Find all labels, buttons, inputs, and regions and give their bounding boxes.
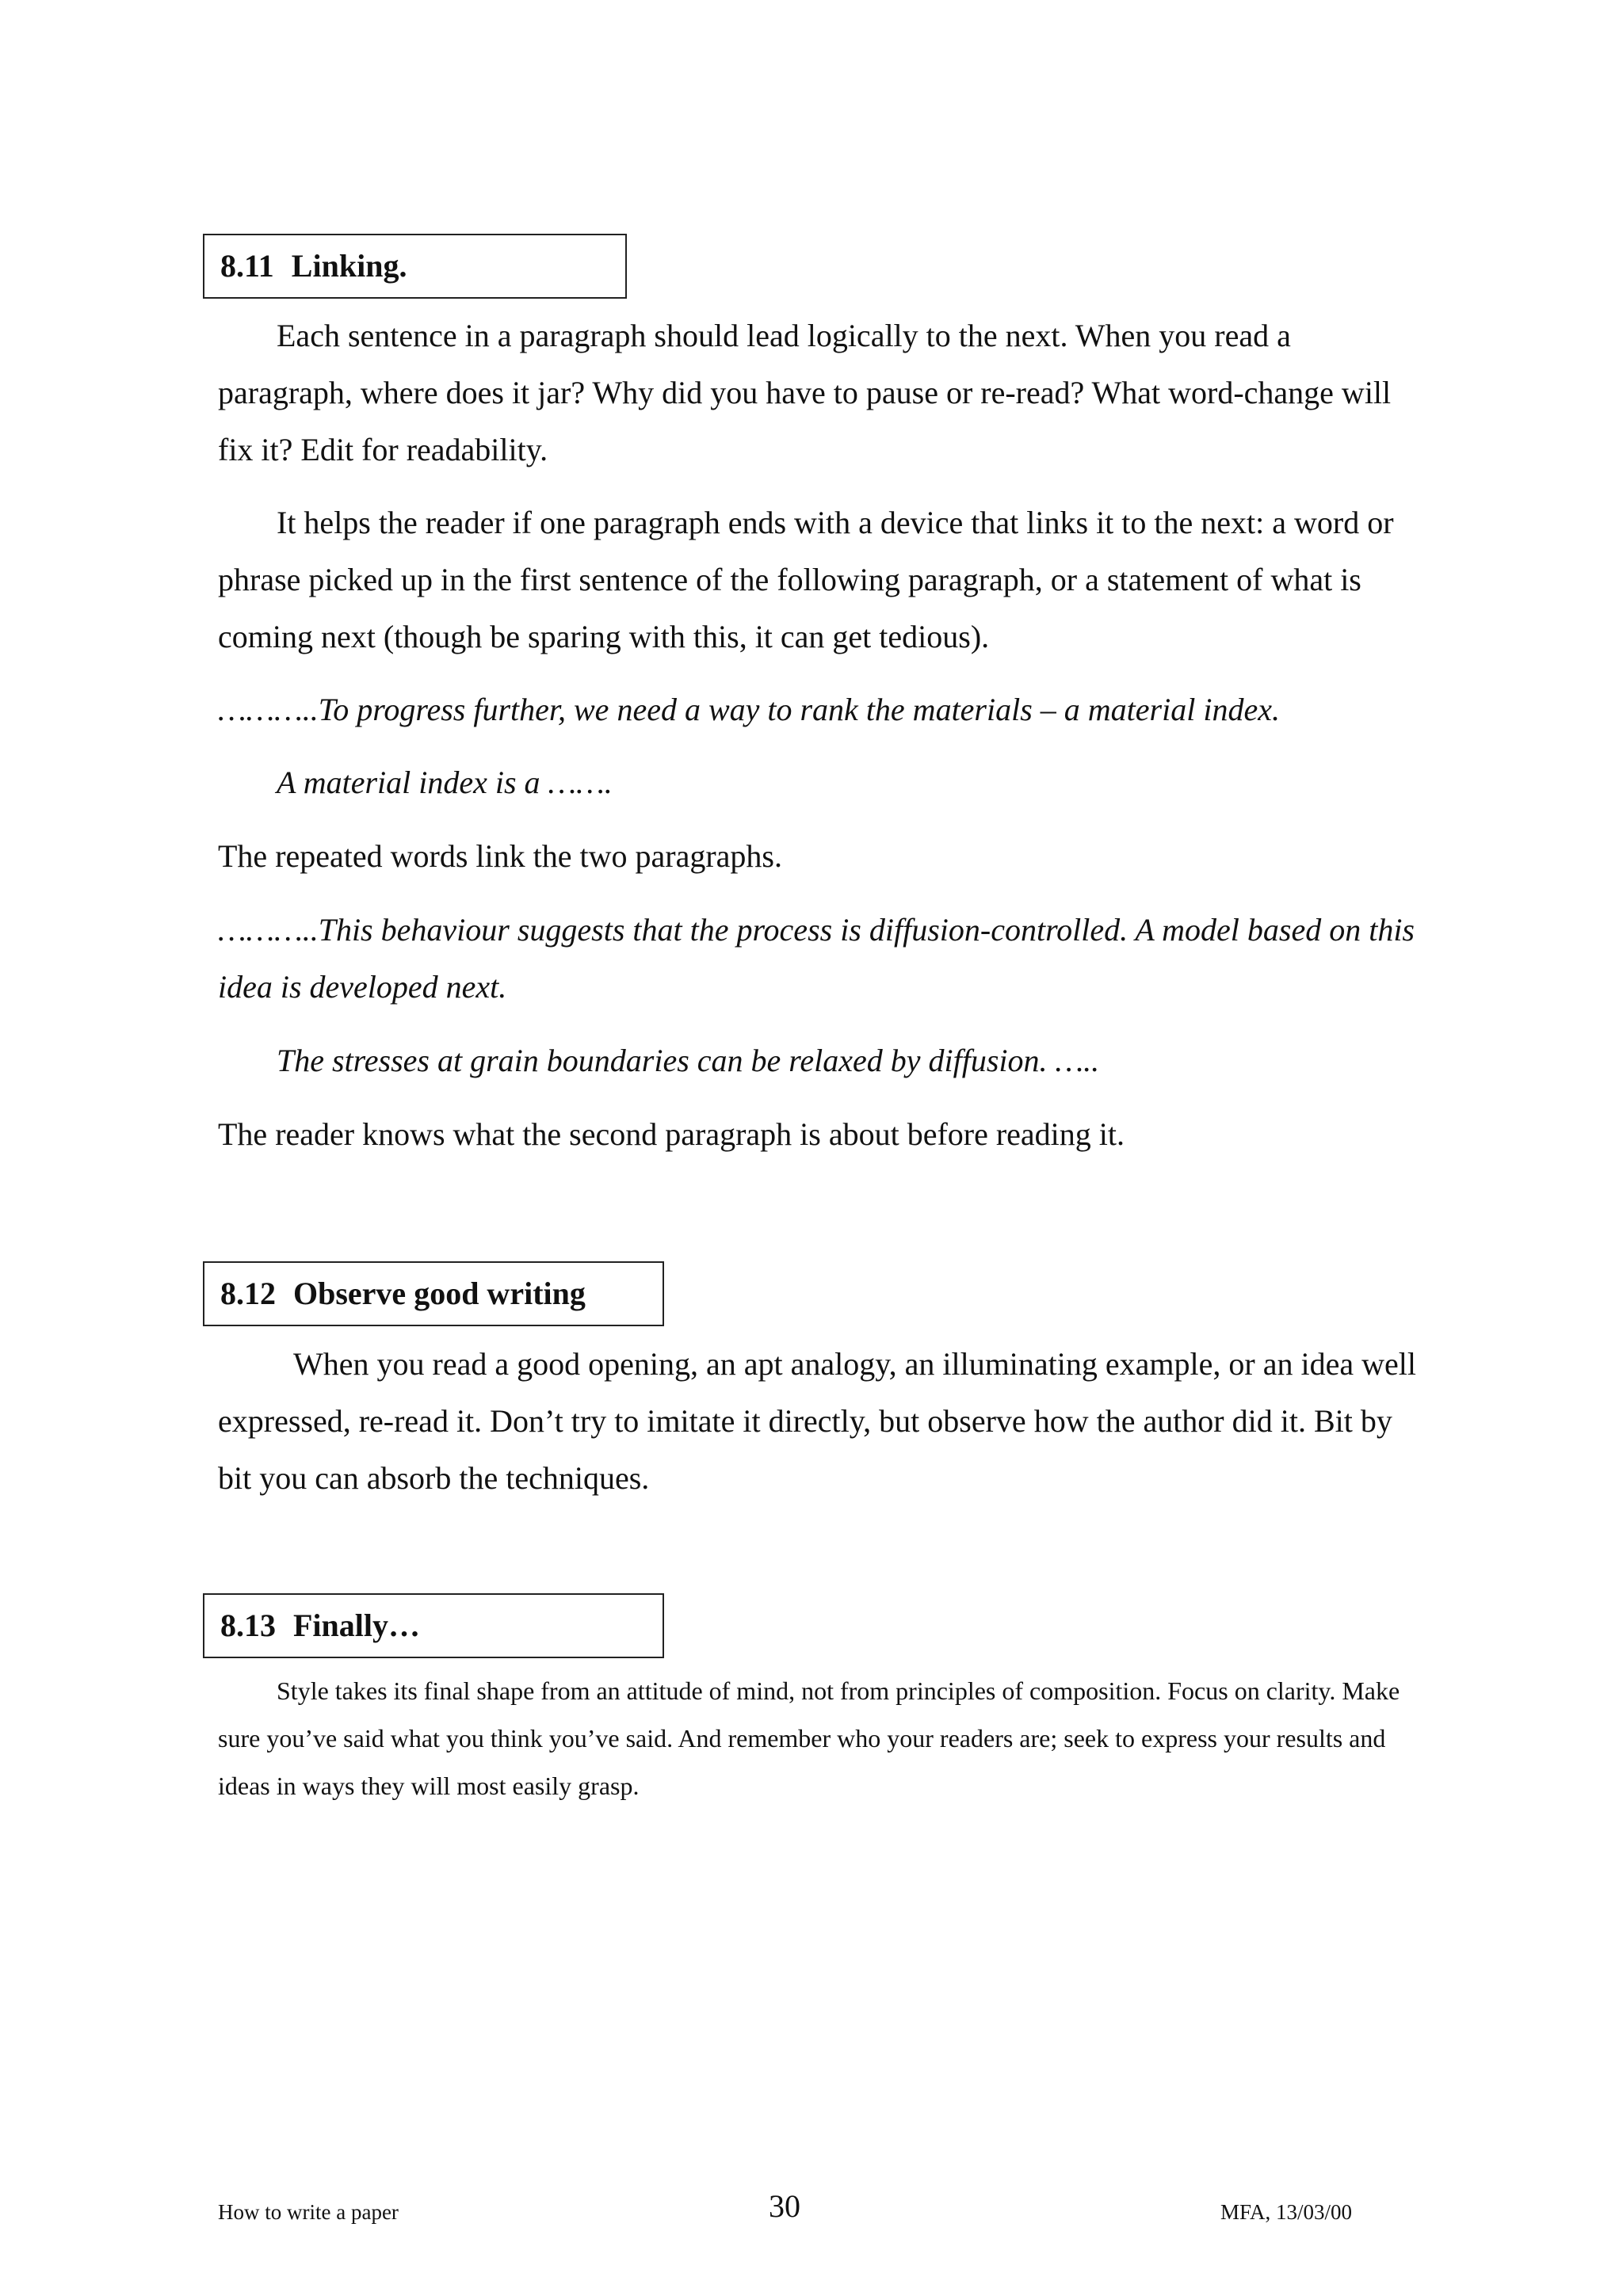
- footer-title: How to write a paper: [218, 2200, 399, 2224]
- paragraph: Style takes its final shape from an attitude of mind, not from principles of composition. Focus on clarity. Make sure you’ve said what you think you’ve said. And remember who your readers are; seek to express your results and ideas in ways they will most easily grasp.: [218, 1676, 1400, 1800]
- section-number: 8.11: [220, 248, 274, 284]
- example-line: ………..This behaviour suggests that the process is diffusion-controlled. A model based on this idea is developed next.: [218, 912, 1415, 1005]
- footer-author-date: MFA, 13/03/00: [1220, 2200, 1353, 2224]
- section-title: Observe good writing: [293, 1276, 586, 1311]
- example-line: The stresses at grain boundaries can be relaxed by diffusion. …..: [277, 1043, 1100, 1078]
- section-number: 8.13: [220, 1608, 276, 1643]
- example-line: A material index is a …….: [277, 765, 613, 800]
- paragraph: When you read a good opening, an apt analogy, an illuminating example, or an idea well expressed, re-read it. Don’t try to imitate it directly, but observe how the author did it. Bit by bit you can absorb the techniques.: [218, 1346, 1416, 1496]
- section-heading-8-13: [203, 1593, 664, 1658]
- page-number: 30: [769, 2188, 800, 2224]
- example-note: The reader knows what the second paragraph is about before reading it.: [218, 1116, 1125, 1152]
- section-heading-8-11: [203, 234, 627, 299]
- section-heading-8-12: [203, 1261, 664, 1326]
- paragraph: It helps the reader if one paragraph ends with a device that links it to the next: a word or phrase picked up in the first sentence of the following paragraph, or a statement of what is coming next (though be sparing with this, it can get tedious).: [218, 505, 1394, 654]
- section-title: Linking.: [291, 248, 407, 284]
- section-number: 8.12: [220, 1276, 276, 1311]
- example-line: ………..To progress further, we need a way to rank the materials – a material index.: [218, 692, 1280, 727]
- example-note: The repeated words link the two paragraphs.: [218, 838, 782, 874]
- paragraph: Each sentence in a paragraph should lead logically to the next. When you read a paragraph, where does it jar? Why did you have to pause or re-read? What word-change will fix it? Edit for readability.: [218, 318, 1392, 467]
- section-title: Finally…: [293, 1608, 421, 1643]
